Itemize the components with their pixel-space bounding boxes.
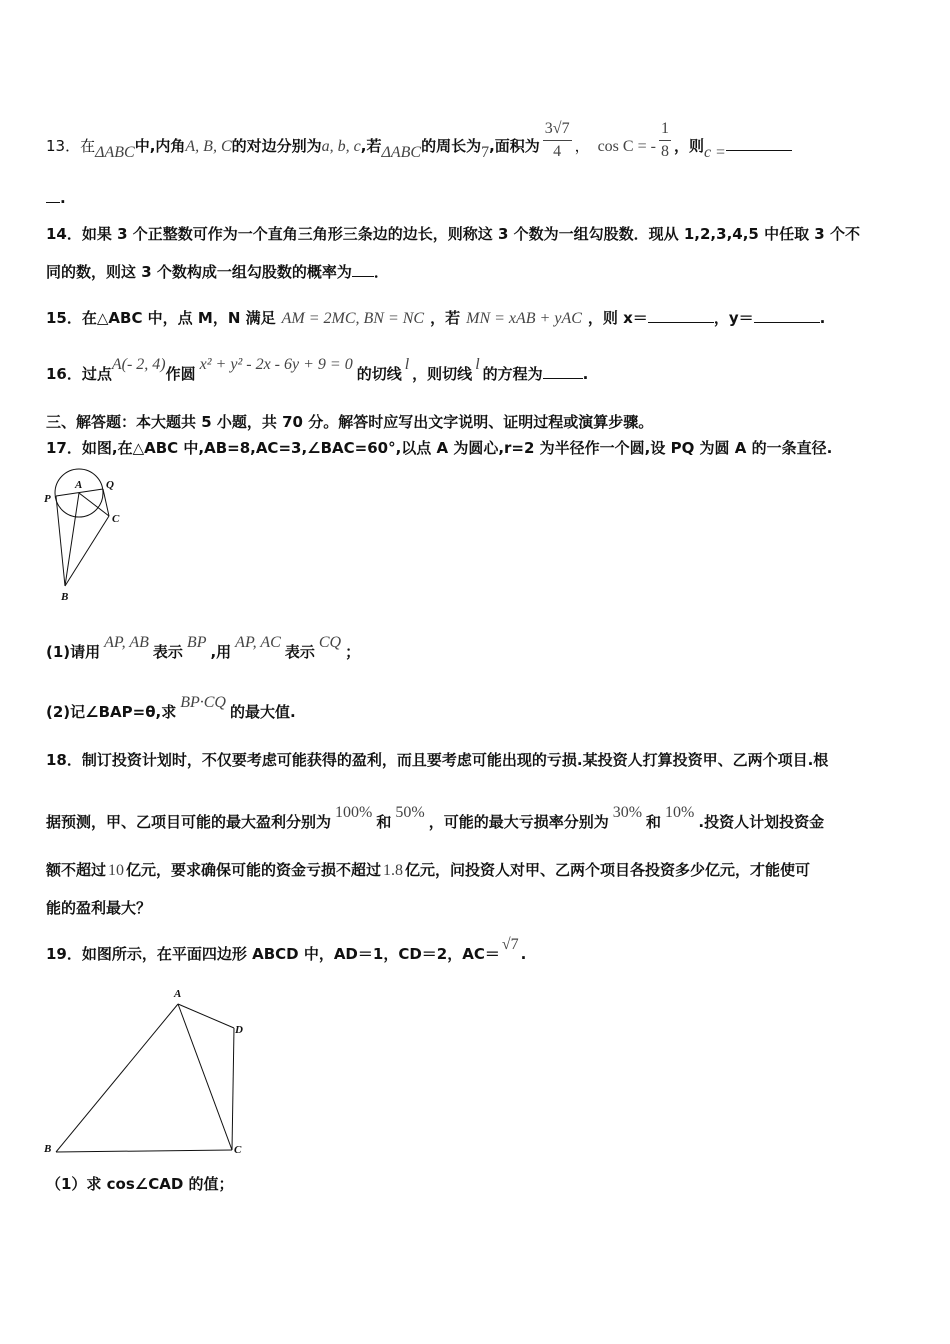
question-15: 15．在△ABC 中，点 M，N 满足 AM = 2MC, BN = NC ，若 MN = xAB + yAC ，则 x＝ ，y＝ . [46, 309, 826, 327]
condition-vectors: AM = 2MC, BN = NC [281, 310, 425, 327]
tangent-l: l [404, 356, 410, 373]
dot-product: BP·CQ [180, 694, 226, 711]
y-blank [754, 308, 820, 323]
label-b: B [61, 591, 69, 603]
question-17-part-2: (2)记∠BAP=θ,求BP·CQ的最大值. [46, 694, 296, 721]
investment-cap: 10 [108, 862, 125, 879]
angles: A, B, C [185, 138, 232, 155]
question-19-stem: 19．如图所示，在平面四边形 ABCD 中，AD＝1，CD＝2，AC＝√7. [46, 936, 527, 963]
question-18-line-3: 额不超过 10 亿元，要求确保可能的资金亏损不超过 1.8 亿元，问投资人对甲、乙两个项目各投资多少亿元，才能使可 [46, 861, 811, 879]
vector-bp: BP [186, 634, 207, 651]
max-loss-yi: 10% [665, 804, 695, 821]
sides: a, b, c [321, 138, 361, 155]
question-18-line-2: 据预测，甲、乙项目可能的最大盈利分别为100%和50%，可能的最大亏损率分别为30%和10%.投资人计划投资金 [46, 804, 825, 831]
question-14-line-1: 14．如果 3 个正整数可作为一个直角三角形三条边的边长，则称这 3 个数为一组勾股数．现从 1,2,3,4,5 中任取 3 个不 [46, 225, 860, 243]
tangent-l-2: l [475, 356, 480, 373]
cos-fraction: $\frac{1}{8}$ [660, 120, 669, 160]
point-a: A(- 2, 4) [111, 356, 166, 373]
q19-figure [40, 984, 260, 1160]
label-c: C [234, 1144, 242, 1156]
segment-bp [56, 496, 65, 586]
label-a: A [75, 479, 83, 491]
question-13-continued: . [46, 188, 66, 208]
segment-ab [56, 1004, 178, 1152]
question-13: 13．在ΔABC中,内角A, B, C的对边分别为a, b, c,若ΔABC的周长为7,面积为 $\frac{3√7}{4}$ ， cos C = - $\frac{1}{8}$ ，则c = [46, 124, 792, 169]
cos-c-lhs: cos C = - [597, 138, 656, 155]
vector-expression: MN = xAB + yAC [466, 310, 582, 327]
question-17-part-1: (1)请用AP, AB表示BP,用AP, AC表示CQ； [46, 634, 361, 661]
max-profit-jia: 100% [335, 804, 373, 821]
question-18-line-4: 能的盈利最大？ [46, 899, 152, 917]
area-fraction: $\frac{3√7}{4}$ [544, 120, 570, 160]
answer-blank-continued [46, 188, 60, 203]
triangle-abc-2: ΔABC [381, 144, 422, 161]
label-p: P [44, 493, 51, 505]
x-blank [648, 308, 714, 323]
loss-cap: 1.8 [383, 862, 404, 879]
segment-dc [232, 1028, 234, 1150]
answer-blank [352, 262, 374, 277]
circle-equation: x² + y² - 2x - 6y + 9 = 0 [199, 356, 353, 373]
answer-blank [726, 136, 792, 151]
segment-ac [178, 1004, 232, 1150]
answer-blank [543, 364, 583, 379]
vector-cq: CQ [318, 634, 342, 651]
segment-ab [65, 493, 79, 586]
vectors-ap-ac: AP, AC [235, 634, 281, 651]
question-18-line-1: 18．制订投资计划时，不仅要考虑可能获得的盈利，而且要考虑可能出现的亏损.某投资人打算投资甲、乙两个项目.根 [46, 751, 829, 769]
question-17-stem: 17．如图,在△ABC 中,AB=8,AC=3,∠BAC=60°,以点 A 为圆心,r=2 为半径作一个圆,设 PQ 为圆 A 的一条直径. [46, 439, 833, 457]
question-16: 16．过点A(- 2, 4)作圆x² + y² - 2x - 6y + 9 = 0的切线l，则切线l的方程为 . [46, 356, 589, 383]
perimeter-value: 7 [481, 144, 490, 161]
section-3-heading: 三、解答题：本大题共 5 小题，共 70 分。解答时应写出文字说明、证明过程或演算步骤。 [46, 413, 654, 431]
label-q: Q [106, 479, 114, 491]
label-a: A [174, 988, 182, 1000]
label-d: D [235, 1024, 243, 1036]
c-equals: c = [703, 144, 726, 161]
sqrt-7: √7 [501, 936, 519, 953]
segment-bc [56, 1150, 232, 1152]
question-19-part-1: （1）求 cos∠CAD 的值； [46, 1175, 234, 1193]
triangle-abc: ΔABC [95, 144, 135, 161]
segment-ad [178, 1004, 234, 1028]
q17-figure [40, 464, 140, 606]
label-c: C [112, 513, 120, 525]
vectors-ap-ab: AP, AB [104, 634, 149, 651]
question-14-line-2: 同的数，则这 3 个数构成一组勾股数的概率为 ． [46, 263, 389, 281]
segment-bc [65, 516, 109, 586]
max-loss-jia: 30% [612, 804, 643, 821]
max-profit-yi: 50% [395, 804, 425, 821]
label-b: B [44, 1143, 52, 1155]
